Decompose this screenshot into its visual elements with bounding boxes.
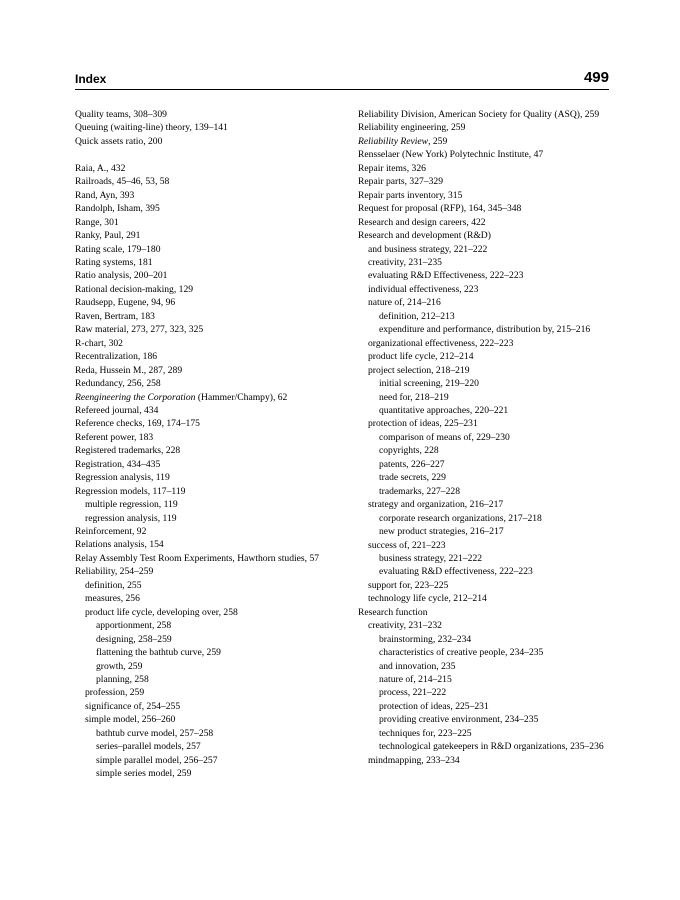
index-subentry bbox=[358, 350, 610, 363]
index-subentry bbox=[358, 633, 610, 646]
index-entry bbox=[75, 444, 337, 457]
index-entry bbox=[75, 229, 337, 242]
index-entry-text: need for, 218–219 bbox=[379, 391, 449, 403]
page-header bbox=[75, 71, 609, 91]
index-subentry bbox=[75, 498, 337, 511]
index-entry-text: expenditure and performance, distribution by, 215–216 bbox=[379, 324, 591, 336]
index-subentry bbox=[75, 740, 337, 753]
index-subentry bbox=[358, 269, 610, 282]
index-subentry bbox=[358, 754, 610, 767]
index-entry-text: comparison of means of, 229–230 bbox=[379, 431, 510, 443]
index-entry-text: evaluating R&D effectiveness, 222–223 bbox=[379, 566, 533, 578]
index-entry-text: protection of ideas, 225–231 bbox=[368, 418, 478, 430]
index-entry-text: business strategy, 221–222 bbox=[379, 552, 483, 564]
index-subentry bbox=[358, 391, 610, 404]
index-subentry bbox=[358, 740, 610, 753]
index-subentry bbox=[358, 525, 610, 538]
index-entry-text: Reliability Division, American Society for Quality (ASQ), 259 bbox=[358, 109, 600, 120]
index-entry-text: series–parallel models, 257 bbox=[96, 741, 201, 753]
index-subentry bbox=[358, 310, 610, 323]
index-subentry bbox=[358, 700, 610, 713]
index-subentry bbox=[358, 619, 610, 632]
index-entry-text: Repair parts inventory, 315 bbox=[358, 189, 463, 201]
index-entry-text: simple parallel model, 256–257 bbox=[96, 754, 218, 766]
index-subentry bbox=[358, 404, 610, 417]
index-entry bbox=[75, 485, 337, 498]
index-entry bbox=[358, 606, 610, 619]
index-entry-text: creativity, 231–232 bbox=[368, 620, 442, 632]
index-entry bbox=[358, 189, 610, 202]
index-entry-text: technological gatekeepers in R&D organizations, 235–236 bbox=[379, 741, 604, 753]
index-subentry bbox=[358, 565, 610, 578]
index-entry-text: Raw material, 273, 277, 323, 325 bbox=[75, 324, 204, 336]
index-entry-text: simple series model, 259 bbox=[96, 768, 192, 780]
index-subentry bbox=[358, 444, 610, 457]
index-subentry bbox=[75, 660, 337, 673]
index-entry bbox=[75, 350, 337, 363]
index-entry-text: Reliability engineering, 259 bbox=[358, 122, 466, 134]
index-entry-text: individual effectiveness, 223 bbox=[368, 283, 479, 295]
index-entry-text: Raven, Bertram, 183 bbox=[75, 310, 155, 322]
index-subentry bbox=[358, 256, 610, 269]
index-entry-text: quantitative approaches, 220–221 bbox=[379, 404, 509, 416]
index-entry bbox=[358, 108, 610, 121]
index-entry-title: Reengineering the Corporation bbox=[75, 391, 196, 403]
index-subentry bbox=[358, 592, 610, 605]
index-entry bbox=[75, 552, 337, 565]
index-entry bbox=[75, 337, 337, 350]
index-subentry bbox=[358, 485, 610, 498]
index-entry-text: Quick assets ratio, 200 bbox=[75, 135, 163, 147]
index-entry-text: initial screening, 219–220 bbox=[379, 378, 479, 390]
index-entry-text: Regression analysis, 119 bbox=[75, 472, 170, 484]
index-entry bbox=[75, 538, 337, 551]
index-subentry bbox=[358, 458, 610, 471]
index-entry bbox=[75, 202, 337, 215]
running-head-title: Index bbox=[75, 72, 107, 86]
index-entry-text: Regression models, 117–119 bbox=[75, 485, 186, 497]
index-entry bbox=[75, 283, 337, 296]
index-entry-text: planning, 258 bbox=[96, 674, 149, 686]
index-entry-title: Reliability Review bbox=[358, 135, 429, 147]
index-subentry bbox=[358, 579, 610, 592]
index-entry bbox=[75, 216, 337, 229]
index-entry-text: support for, 223–225 bbox=[368, 579, 449, 591]
index-entry bbox=[75, 364, 337, 377]
index-entry bbox=[75, 175, 337, 188]
index-entry-text: Randolph, Isham, 395 bbox=[75, 203, 160, 215]
index-column-right bbox=[358, 108, 610, 767]
index-entry-text: Rensselaer (New York) Polytechnic Institute, 47 bbox=[358, 149, 544, 161]
index-entry bbox=[75, 121, 337, 134]
index-entry-text: Raia, A., 432 bbox=[75, 162, 126, 174]
index-entry-text: new product strategies, 216–217 bbox=[379, 526, 504, 538]
index-subentry bbox=[358, 377, 610, 390]
index-subentry bbox=[358, 296, 610, 309]
index-subentry bbox=[358, 539, 610, 552]
index-entry-text: Reinforcement, 92 bbox=[75, 526, 147, 538]
index-entry bbox=[358, 202, 610, 215]
index-entry bbox=[75, 417, 337, 430]
index-entry-text: Relay Assembly Test Room Experiments, Hawthorn studies, 57 bbox=[75, 552, 320, 564]
index-entry-text: Reliability, 254–259 bbox=[75, 566, 154, 578]
index-entry-text: mindmapping, 233–234 bbox=[368, 754, 460, 766]
index-entry-text: Quality teams, 308–309 bbox=[75, 109, 167, 120]
index-entry-text: Refereed journal, 434 bbox=[75, 404, 159, 416]
index-entry-text: product life cycle, 212–214 bbox=[368, 351, 474, 363]
index-entry-text: bathtub curve model, 257–258 bbox=[96, 727, 214, 739]
index-entry-text: Queuing (waiting-line) theory, 139–141 bbox=[75, 122, 228, 134]
index-subentry bbox=[75, 606, 337, 619]
index-entry-text: and innovation, 235 bbox=[379, 660, 456, 672]
index-entry-text: Recentralization, 186 bbox=[75, 351, 158, 363]
index-entry bbox=[75, 135, 337, 148]
index-entry bbox=[358, 162, 610, 175]
index-subentry bbox=[75, 727, 337, 740]
index-subentry bbox=[75, 592, 337, 605]
index-subentry bbox=[358, 243, 610, 256]
index-entry-text: creativity, 231–235 bbox=[368, 256, 442, 268]
index-entry-text: corporate research organizations, 217–218 bbox=[379, 512, 542, 524]
index-entry bbox=[358, 148, 610, 161]
index-entry-text: Reda, Hussein M., 287, 289 bbox=[75, 364, 183, 376]
index-entry bbox=[75, 391, 337, 404]
index-entry-text: Registered trademarks, 228 bbox=[75, 445, 181, 457]
index-subentry bbox=[358, 337, 610, 350]
index-entry-text: Rational decision-making, 129 bbox=[75, 283, 194, 295]
index-entry-text: success of, 221–223 bbox=[368, 539, 446, 551]
index-entry-text: Repair parts, 327–329 bbox=[358, 176, 443, 188]
index-subentry bbox=[358, 512, 610, 525]
index-entry-text: apportionment, 258 bbox=[96, 620, 172, 632]
index-entry-text: organizational effectiveness, 222–223 bbox=[368, 337, 514, 349]
index-entry-text: Research and design careers, 422 bbox=[358, 216, 486, 228]
index-entry-text: Raudsepp, Eugene, 94, 96 bbox=[75, 297, 176, 309]
index-entry bbox=[75, 404, 337, 417]
index-entry bbox=[75, 256, 337, 269]
index-entry-text: process, 221–222 bbox=[379, 687, 447, 699]
index-entry-text: project selection, 218–219 bbox=[368, 364, 470, 376]
index-entry bbox=[75, 431, 337, 444]
index-entry-text: Rating systems, 181 bbox=[75, 256, 153, 268]
index-entry-text: (Hammer/Champy), 62 bbox=[195, 391, 288, 403]
index-subentry bbox=[358, 417, 610, 430]
index-entry-text: product life cycle, developing over, 258 bbox=[85, 606, 238, 618]
index-entry-text: profession, 259 bbox=[85, 687, 145, 699]
index-subentry bbox=[358, 713, 610, 726]
index-entry-text: brainstorming, 232–234 bbox=[379, 633, 472, 645]
index-entry-text: trade secrets, 229 bbox=[379, 472, 446, 484]
index-entry-text: R-chart, 302 bbox=[75, 337, 123, 349]
index-column-left bbox=[75, 108, 337, 781]
index-entry-text: designing, 258–259 bbox=[96, 633, 172, 645]
index-entry bbox=[75, 269, 337, 282]
index-entry-text: Ranky, Paul, 291 bbox=[75, 230, 141, 242]
index-subentry bbox=[75, 767, 337, 780]
index-entry bbox=[358, 121, 610, 134]
index-entry-text: and business strategy, 221–222 bbox=[368, 243, 488, 255]
index-subentry bbox=[358, 364, 610, 377]
index-entry-text: nature of, 214–215 bbox=[379, 674, 452, 686]
index-entry bbox=[358, 229, 610, 242]
header-rule bbox=[75, 89, 609, 90]
page-number: 499 bbox=[583, 69, 609, 86]
index-entry-text: Registration, 434–435 bbox=[75, 458, 161, 470]
index-entry-text: flattening the bathtub curve, 259 bbox=[96, 647, 221, 659]
index-subentry bbox=[75, 713, 337, 726]
index-subentry bbox=[358, 686, 610, 699]
index-subentry bbox=[358, 431, 610, 444]
index-entry bbox=[75, 565, 337, 578]
index-entry-text: patents, 226–227 bbox=[379, 458, 445, 470]
index-entry bbox=[75, 243, 337, 256]
index-subentry bbox=[358, 471, 610, 484]
index-subentry bbox=[358, 660, 610, 673]
index-entry-text: Reference checks, 169, 174–175 bbox=[75, 418, 200, 430]
index-entry-text: Range, 301 bbox=[75, 216, 119, 228]
index-subentry bbox=[75, 633, 337, 646]
index-subentry bbox=[358, 498, 610, 511]
index-subentry bbox=[75, 673, 337, 686]
index-entry bbox=[358, 135, 610, 148]
index-entry bbox=[75, 189, 337, 202]
index-subentry bbox=[358, 552, 610, 565]
index-subentry bbox=[75, 700, 337, 713]
index-entry bbox=[75, 108, 337, 121]
index-entry-text: nature of, 214–216 bbox=[368, 297, 441, 309]
index-subentry bbox=[75, 579, 337, 592]
index-subentry bbox=[358, 673, 610, 686]
index-entry-text: Rating scale, 179–180 bbox=[75, 243, 161, 255]
index-entry-text: simple model, 256–260 bbox=[85, 714, 176, 726]
index-entry-text: measures, 256 bbox=[85, 593, 140, 605]
index-entry-text: protection of ideas, 225–231 bbox=[379, 700, 489, 712]
index-entry bbox=[75, 471, 337, 484]
index-entry-text: evaluating R&D Effectiveness, 222–223 bbox=[368, 270, 524, 282]
index-entry-text: , 259 bbox=[428, 135, 448, 147]
index-subentry bbox=[358, 646, 610, 659]
index-subentry bbox=[75, 646, 337, 659]
index-entry-text: Relations analysis, 154 bbox=[75, 539, 164, 551]
index-entry bbox=[75, 458, 337, 471]
index-entry bbox=[75, 162, 337, 175]
index-entry-text: Repair items, 326 bbox=[358, 162, 426, 174]
index-entry-text: significance of, 254–255 bbox=[85, 700, 181, 712]
index-entry-text: Redundancy, 256, 258 bbox=[75, 378, 161, 390]
index-entry-text: copyrights, 228 bbox=[379, 445, 439, 457]
index-entry-text: definition, 212–213 bbox=[379, 310, 455, 322]
index-entry-text: Research and development (R&D) bbox=[358, 230, 491, 242]
index-entry-text: Ratio analysis, 200–201 bbox=[75, 270, 168, 282]
index-entry bbox=[75, 377, 337, 390]
index-subentry bbox=[75, 619, 337, 632]
index-entry-text: techniques for, 223–225 bbox=[379, 727, 472, 739]
index-entry-text: Rand, Ayn, 393 bbox=[75, 189, 135, 201]
index-subentry bbox=[358, 727, 610, 740]
index-entry-text: growth, 259 bbox=[96, 660, 143, 672]
index-entry-text: trademarks, 227–228 bbox=[379, 485, 460, 497]
index-entry-text: Research function bbox=[358, 606, 428, 618]
index-subentry bbox=[358, 283, 610, 296]
index-subentry bbox=[75, 686, 337, 699]
index-entry-text: providing creative environment, 234–235 bbox=[379, 714, 539, 726]
index-subentry bbox=[75, 754, 337, 767]
index-entry-text: definition, 255 bbox=[85, 579, 142, 591]
index-entry bbox=[75, 296, 337, 309]
index-entry-text: strategy and organization, 216–217 bbox=[368, 499, 504, 511]
index-entry-text: regression analysis, 119 bbox=[85, 512, 177, 524]
index-entry-text: characteristics of creative people, 234–235 bbox=[379, 647, 544, 659]
index-entry bbox=[75, 525, 337, 538]
index-entry-text: technology life cycle, 212–214 bbox=[368, 593, 487, 605]
index-entry-text: Request for proposal (RFP), 164, 345–348 bbox=[358, 203, 522, 215]
index-entry bbox=[358, 216, 610, 229]
index-entry-text: multiple regression, 119 bbox=[85, 499, 178, 511]
index-subentry bbox=[358, 323, 610, 336]
index-entry bbox=[75, 310, 337, 323]
index-entry bbox=[358, 175, 610, 188]
index-entry-text: Railroads, 45–46, 53, 58 bbox=[75, 176, 170, 188]
index-subentry bbox=[75, 512, 337, 525]
index-entry-text: Referent power, 183 bbox=[75, 431, 154, 443]
index-entry bbox=[75, 323, 337, 336]
